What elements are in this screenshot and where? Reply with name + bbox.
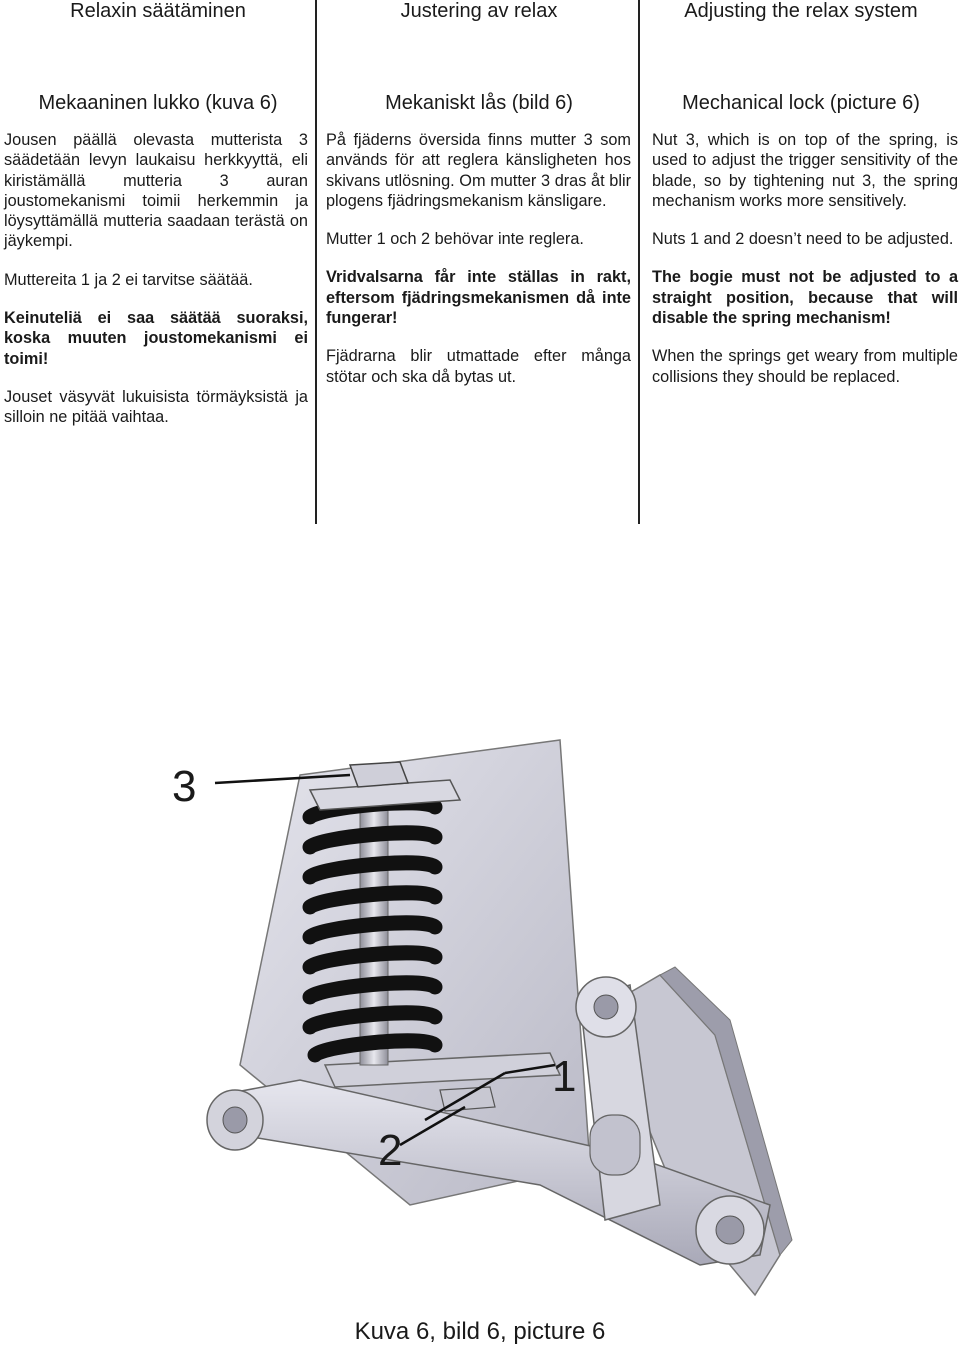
column-divider xyxy=(315,0,317,524)
section-subheading: Mechanical lock (picture 6) xyxy=(682,92,920,114)
column-body xyxy=(4,130,308,446)
callout-2: 2 xyxy=(378,1126,403,1175)
column-header: Justering av relax xyxy=(400,0,558,22)
nut-3 xyxy=(350,762,408,787)
callout-1: 1 xyxy=(552,1052,577,1101)
column-body xyxy=(326,130,631,405)
paragraph: Muttereita 1 ja 2 ei tarvitse säätää. xyxy=(4,270,253,289)
column-divider xyxy=(638,0,640,524)
pivot-hole xyxy=(716,1216,744,1244)
section-subheading: Mekaniskt lås (bild 6) xyxy=(385,92,573,114)
callout-3: 3 xyxy=(172,762,197,811)
pivot-hole xyxy=(223,1107,247,1133)
figure-caption: Kuva 6, bild 6, picture 6 xyxy=(354,1318,606,1345)
paragraph: Mutter 1 och 2 behövar inte reglera. xyxy=(326,230,584,249)
paragraph: Fjädrarna blir utmattade efter många stötar och ska då bytas ut. xyxy=(326,347,631,386)
column-body xyxy=(652,130,958,405)
paragraph: Nut 3, which is on top of the spring, is used to adjust the trigger sensitivity of the blade, so by tightening nut 3, the spring mechanism works more sensitively. xyxy=(652,131,958,210)
paragraph: Jousen päällä olevasta mutterista 3 säädetään levyn laukaisu herkkyyttä, eli kiristämällä mutteria 3 auran joustomekanismi toimii herkemmin ja löysyttämällä mutteria saadaan terästä on jäykempi. xyxy=(4,131,308,251)
paragraph: Jouset väsyvät lukuisista törmäyksistä ja silloin ne pitää vaihtaa. xyxy=(4,387,308,427)
paragraph: When the springs get weary from multiple collisions they should be replaced. xyxy=(652,347,958,386)
link-hole xyxy=(594,995,618,1019)
section-subheading: Mekaaninen lukko (kuva 6) xyxy=(38,92,278,114)
column-header: Adjusting the relax system xyxy=(684,0,918,22)
link-roller xyxy=(590,1115,640,1175)
paragraph: På fjäderns översida finns mutter 3 som används för att reglera känsligheten hos skivans utlösning. Om mutter 3 dras åt blir plogens fjädringsmekanism känsligare. xyxy=(326,131,631,210)
spring-mechanism-illustration xyxy=(160,735,800,1320)
warning-paragraph: Vridvalsarna får inte ställas in rakt, eftersom fjädringsmekanismen då inte fungerar! xyxy=(326,268,631,328)
paragraph: Nuts 1 and 2 doesn’t need to be adjusted. xyxy=(652,230,954,249)
warning-paragraph: Keinuteliä ei saa säätää suoraksi, koska muuten joustomekanismi ei toimi! xyxy=(4,309,308,368)
column-header: Relaxin säätäminen xyxy=(70,0,246,22)
warning-paragraph: The bogie must not be adjusted to a straight position, because that will disable the spring mechanism! xyxy=(652,268,958,328)
